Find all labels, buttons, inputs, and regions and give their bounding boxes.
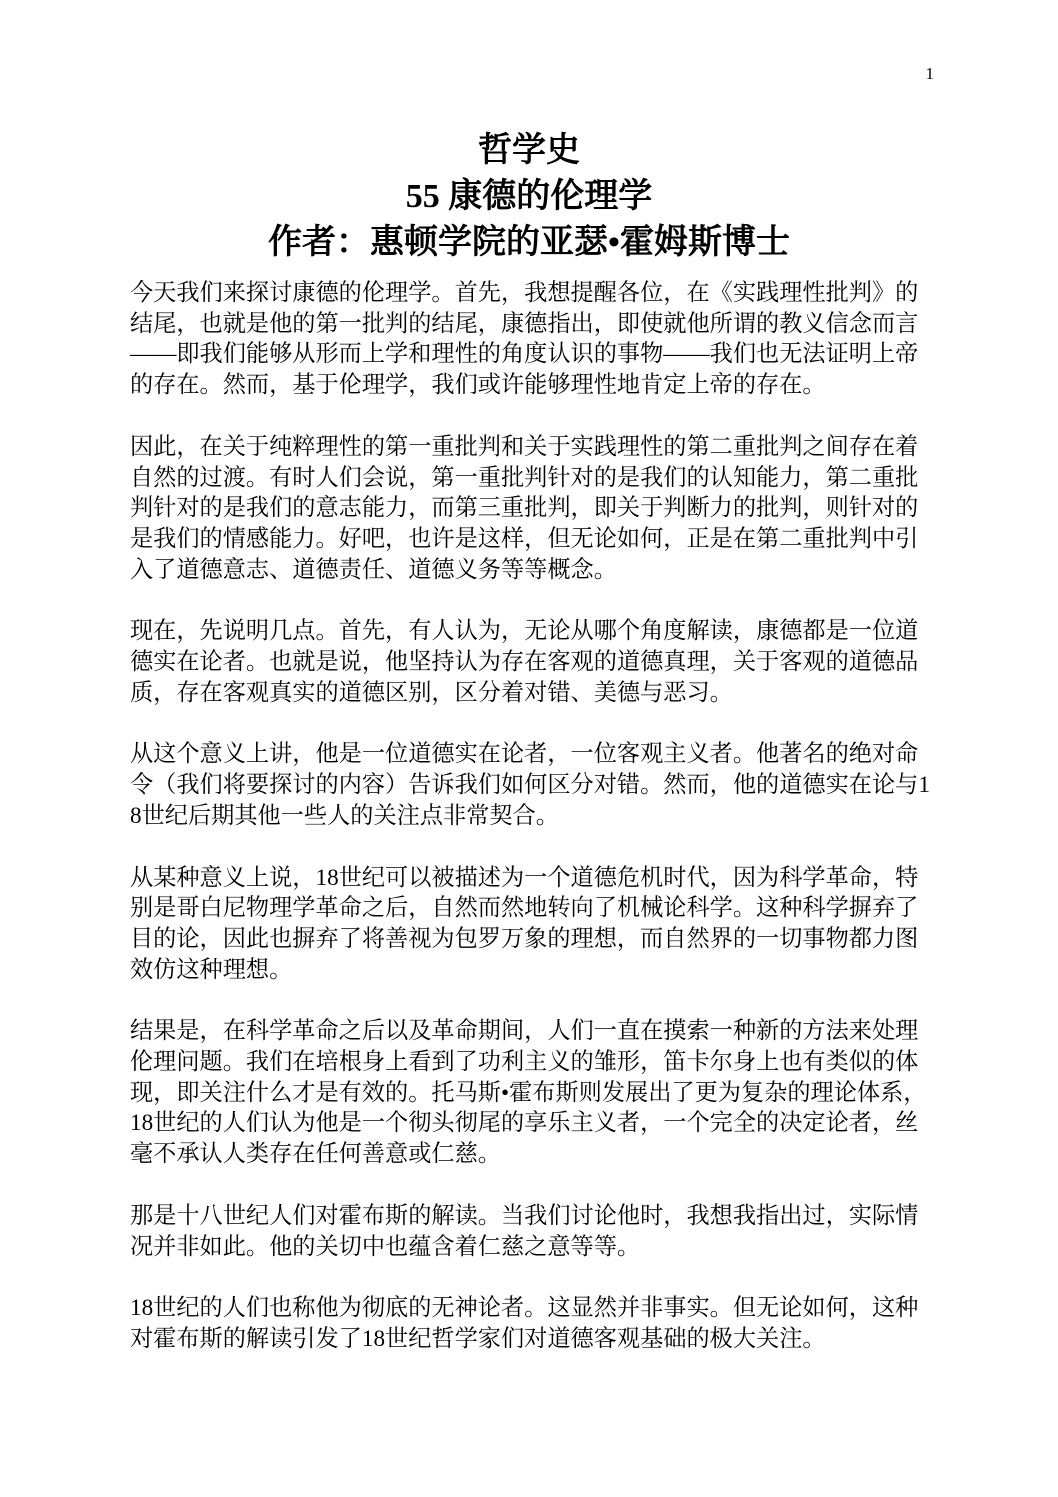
paragraph-8: 18世纪的人们也称他为彻底的无神论者。这显然并非事实。但无论如何，这种对霍布斯的解读引发了18世纪哲学家们对道德客观基础的极大关注。 [130,1295,919,1352]
page-number: 1 [925,64,934,83]
title-lecture: 55 康德的伦理学 [405,178,653,215]
title-series: 哲学史 [478,132,580,169]
document-title [0,128,1058,266]
paragraph-3: 现在，先说明几点。首先，有人认为，无论从哪个角度解读，康德都是一位道德实在论者。也就是说，他坚持认为存在客观的道德真理，关于客观的道德品质，存在客观真实的道德区别，区分着对错、美德与恶习。 [130,618,919,706]
paragraph-4: 从这个意义上讲，他是一位道德实在论者，一位客观主义者。他著名的绝对命令（我们将要探讨的内容）告诉我们如何区分对错。然而，他的道德实在论与18世纪后期其他一些人的关注点非常契合。 [130,741,930,829]
paragraph-2: 因此，在关于纯粹理性的第一重批判和关于实践理性的第二重批判之间存在着自然的过渡。有时人们会说，第一重批判针对的是我们的认知能力，第二重批判针对的是我们的意志能力，而第三重批判，即关于判断力的批判，则针对的是我们的情感能力。好吧，也许是这样，但无论如何，正是在第二重批判中引入了道德意志、道德责任、道德义务等等概念。 [130,433,919,583]
paragraph-7: 那是十八世纪人们对霍布斯的解读。当我们讨论他时，我想我指出过，实际情况并非如此。他的关切中也蕴含着仁慈之意等等。 [130,1202,919,1260]
paragraph-6: 结果是，在科学革命之后以及革命期间，人们一直在摸索一种新的方法来处理伦理问题。我们在培根身上看到了功利主义的雏形，笛卡尔身上也有类似的体现，即关注什么才是有效的。托马斯•霍布斯则发展出了更为复杂的理论体系，18世纪的人们认为他是一个彻头彻尾的享乐主义者，一个完全的决定论者，丝毫不承认人类存在任何善意或仁慈。 [130,1018,927,1168]
paragraph-1: 今天我们来探讨康德的伦理学。首先，我想提醒各位，在《实践理性批判》的结尾，也就是他的第一批判的结尾，康德指出，即使就他所谓的教义信念而言——即我们能够从形而上学和理性的角度认识的事物——我们也无法证明上帝的存在。然而，基于伦理学，我们或许能够理性地肯定上帝的存在。 [130,280,919,399]
paragraph-5: 从某种意义上说，18世纪可以被描述为一个道德危机时代，因为科学革命，特别是哥白尼物理学革命之后，自然而然地转向了机械论科学。这种科学摒弃了目的论，因此也摒弃了将善视为包罗万象的理想，而自然界的一切事物都力图效仿这种理想。 [130,864,919,983]
body-text [130,278,930,1386]
title-author: 作者：惠顿学院的亚瑟•霍姆斯博士 [268,224,790,261]
